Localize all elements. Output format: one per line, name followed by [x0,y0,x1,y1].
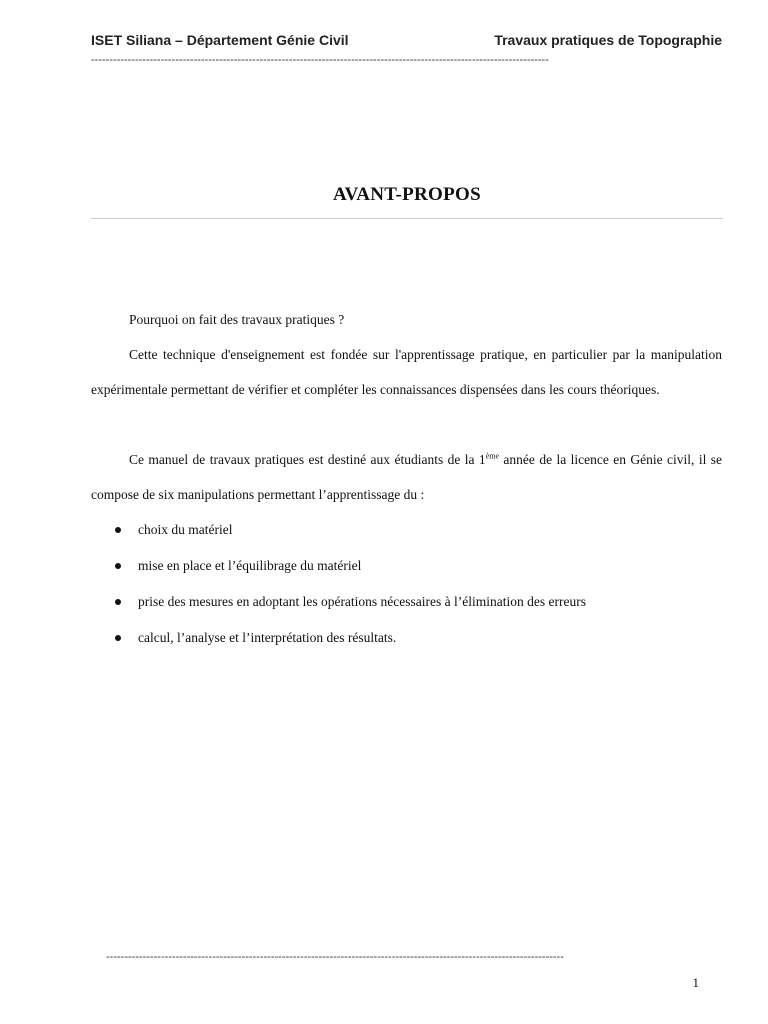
bullet-icon [115,563,121,569]
list-item-text: choix du matériel [138,522,233,537]
title-divider [91,218,723,219]
paragraph-2-start: Ce manuel de travaux pratiques est destiné aux étudiants de la 1 [129,452,486,467]
page-number: 1 [692,975,699,990]
list-item-text: calcul, l’analyse et l’interprétation des résultats. [138,630,397,645]
footer-separator: ----------------------------------------------------------------------------------------------------------------------------- [106,951,564,963]
header-left-text: ISET Siliana – Département Génie Civil [91,32,349,48]
list-item [91,584,722,620]
bullet-list [91,512,722,656]
list-item [91,620,722,656]
ordinal-superscript: ème [485,451,500,461]
header-separator: ----------------------------------------------------------------------------------------------------------------------------- [91,54,549,66]
question-paragraph: Pourquoi on fait des travaux pratiques ? [129,312,345,327]
paragraph-gap [91,407,722,442]
list-item [91,548,722,584]
list-item [91,512,722,548]
list-item-text: mise en place et l’équilibrage du matériel [138,558,362,573]
document-body [91,302,722,656]
paragraph-2-end: année de la licence en Génie civil, il se compose de six manipulations permettant l’apprentissage du : [91,452,722,502]
header-right-text: Travaux pratiques de Topographie [494,32,722,48]
page-title: AVANT-PROPOS [333,184,481,205]
paragraph-2 [91,442,722,512]
list-item-text: prise des mesures en adoptant les opérations nécessaires à l’élimination des erreurs [138,594,586,609]
bullet-icon [115,635,121,641]
bullet-icon [115,599,121,605]
paragraph-1: Cette technique d'enseignement est fondée sur l'apprentissage pratique, en particulier par la manipulation expérimentale permettant de vérifier et compléter les connaissances dispensées dans les cours théoriques. [91,347,722,397]
bullet-icon [115,527,121,533]
